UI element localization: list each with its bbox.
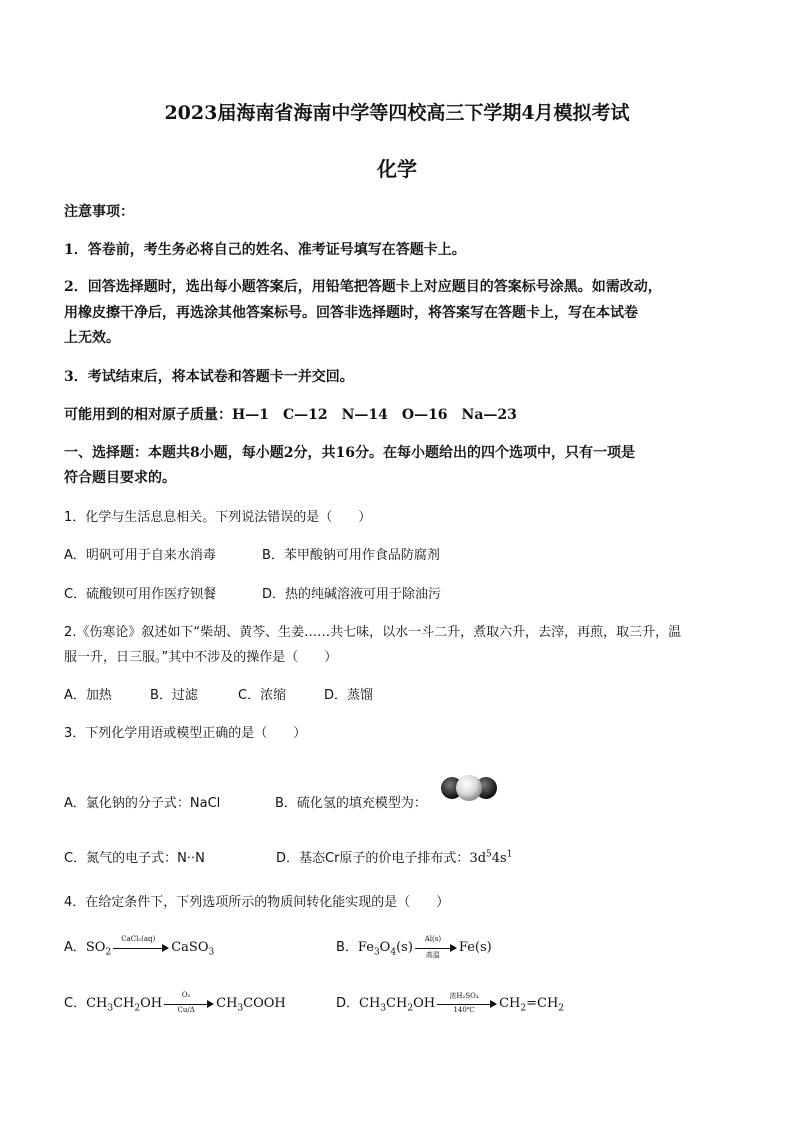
section-heading: 一、选择题：本题共8小题，每小题2分，共16分。在每小题给出的四个选项中，只有一项是	[64, 445, 635, 461]
notice-item-3: 3．考试结束后，将本试卷和答题卡一并交回。	[64, 369, 354, 385]
notice-item-1: 1．答卷前，考生务必将自己的姓名、准考证号填写在答题卡上。	[64, 242, 466, 258]
reaction-arrow-icon: $\frac{\text{O₂}}{Cu/\Delta}$	[164, 997, 214, 1011]
reaction-arrow-icon: CaCl₂(aq)	[113, 941, 169, 955]
q3-stem: 3．下列化学用语或模型正确的是（ ）	[64, 726, 307, 741]
q2-option-c: C．浓缩	[238, 688, 287, 703]
q3-option-d-label: D．基态Cr原子的价电子排布式：	[276, 851, 470, 866]
notice-item-2-cont: 用橡皮擦干净后，再选涂其他答案标号。回答非选择题时，将答案写在答题卡上，写在本试卷	[64, 305, 638, 321]
q2-option-b: B．过滤	[150, 688, 198, 703]
q1-option-a: A．明矾可用于自来水消毒	[64, 548, 216, 563]
q1-option-c: C．硫酸钡可用作医疗钡餐	[64, 587, 217, 602]
subject-title: 化学	[377, 157, 417, 181]
exam-title: 2023届海南省海南中学等四校高三下学期4月模拟考试	[164, 102, 630, 124]
q3-option-c	[64, 847, 205, 866]
reaction-arrow-icon: Al(s) 高温	[415, 941, 457, 955]
n2-electron-formula: N⋅⋅N	[177, 851, 205, 866]
q3-option-a: A．氯化钠的分子式：NaCl	[64, 796, 221, 811]
q4-option-d: D．$CH_3CH_2OH$ 浓H₂SO₄ 140℃ $CH_2=CH_2$	[336, 991, 565, 1014]
q1-option-d: D．热的纯碱溶液可用于除油污	[262, 587, 442, 602]
q4-option-a: A．$SO_2$ CaCl₂(aq) CaSO$_3$	[64, 934, 215, 958]
q3-option-b: B．硫化氢的填充模型为：	[275, 796, 427, 811]
atomic-masses: 可能用到的相对原子质量：H—1 C—12 N—14 O—16 Na—23	[64, 407, 517, 423]
q1-option-b: B．苯甲酸钠可用作食品防腐剂	[262, 548, 440, 563]
q4-option-b: B．$Fe_3O_4(s)$ Al(s) 高温 Fe(s)	[336, 934, 492, 959]
q3-option-c-label: C．氮气的电子式：	[64, 851, 178, 866]
q4-stem: 4．在给定条件下，下列选项所示的物质间转化能实现的是（ ）	[64, 895, 450, 910]
q2-option-d: D．蒸馏	[324, 688, 374, 703]
reaction-arrow-icon: 浓H₂SO₄ 140℃	[437, 997, 497, 1011]
section-heading-cont: 符合题目要求的。	[64, 470, 176, 486]
q4-option-c: C．$CH_3CH_2OH$ $\frac{\text{O₂}}{Cu/\Delta}$ $CH_3COOH$	[64, 990, 286, 1014]
notice-heading: 注意事项：	[64, 204, 134, 220]
h2s-space-filling-model-icon	[440, 773, 498, 803]
q2-option-a: A．加热	[64, 688, 112, 703]
notice-item-2-end: 上无效。	[64, 330, 120, 346]
q2-stem: 2.《伤寒论》叙述如下“柴胡、黄芩、生姜……共七味，以水一斗二升，煮取六升，去滓，再煎，取三升，温	[64, 625, 682, 640]
q2-stem-cont: 服一升，日三服。”其中不涉及的操作是（ ）	[64, 650, 338, 665]
notice-item-2: 2．回答选择题时，选出每小题答案后，用铅笔把答题卡上对应题目的答案标号涂黑。如需改动，	[64, 279, 662, 295]
q3-option-d	[276, 847, 512, 866]
cr-valence-config: $3d^54s^1$	[469, 849, 513, 866]
q1-stem: 1．化学与生活息息相关。下列说法错误的是（ ）	[64, 510, 372, 525]
